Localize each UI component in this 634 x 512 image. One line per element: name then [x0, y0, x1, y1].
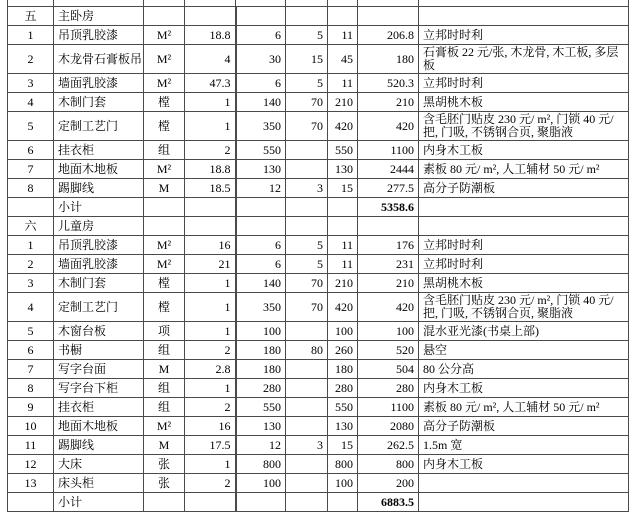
cell-price_main: 140 — [236, 274, 286, 293]
cell-unit: M² — [144, 255, 185, 274]
cell-unit — [144, 493, 185, 512]
subtotal-row — [8, 493, 629, 512]
cell-no — [8, 493, 54, 512]
cell-remark: 立邦时时利 — [419, 26, 629, 45]
item-row — [8, 236, 629, 255]
cell-item: 床头柜 — [54, 474, 144, 493]
cell-amount: 280 — [358, 379, 419, 398]
cell-price_unit: 550 — [328, 141, 358, 160]
cell-no: 6 — [8, 141, 54, 160]
quote-table — [7, 0, 629, 512]
cell-price_unit: 800 — [328, 455, 358, 474]
cell-unit: M — [144, 436, 185, 455]
cell-remark: 悬空 — [419, 341, 629, 360]
cell-price_main: 12 — [236, 436, 286, 455]
cell-price_unit: 260 — [328, 341, 358, 360]
cell-price_unit — [328, 198, 358, 217]
cell-remark — [419, 217, 629, 236]
cell-price_unit — [328, 217, 358, 236]
item-row — [8, 341, 629, 360]
cell-price_main: 6 — [236, 26, 286, 45]
cell-unit: M² — [144, 160, 185, 179]
cell-price_labor: 70 — [286, 112, 328, 141]
cell-qty: 21 — [185, 255, 236, 274]
cell-qty: 1 — [185, 379, 236, 398]
cell-unit: 樘 — [144, 112, 185, 141]
cell-price_main: 350 — [236, 293, 286, 322]
section-row — [8, 217, 629, 236]
cell-unit — [144, 7, 185, 26]
cell-no: 1 — [8, 236, 54, 255]
cell-unit: M² — [144, 417, 185, 436]
cell-amount: 176 — [358, 236, 419, 255]
cell-price_unit: 420 — [328, 112, 358, 141]
cell-amount: 420 — [358, 293, 419, 322]
cell-amount: 6883.5 — [358, 493, 419, 512]
cell-qty — [185, 217, 236, 236]
cell-remark: 1.5m 宽 — [419, 436, 629, 455]
cell-no: 4 — [8, 293, 54, 322]
cell-remark: 立邦时时利 — [419, 255, 629, 274]
cell-price_labor: 15 — [286, 45, 328, 74]
cell-item: 写字台面 — [54, 360, 144, 379]
item-row — [8, 179, 629, 198]
cell-qty: 2 — [185, 341, 236, 360]
cell-no: 7 — [8, 160, 54, 179]
cell-price_labor: 5 — [286, 236, 328, 255]
cell-price_labor: 80 — [286, 341, 328, 360]
cell-price_unit — [328, 493, 358, 512]
cell-price_labor — [286, 141, 328, 160]
cell-item: 定制工艺门 — [54, 293, 144, 322]
cell-price_unit: 420 — [328, 293, 358, 322]
item-row — [8, 26, 629, 45]
cell-item: 木制门套 — [54, 93, 144, 112]
cell-price_unit: 130 — [328, 417, 358, 436]
cell-qty: 4 — [185, 45, 236, 74]
item-row — [8, 112, 629, 141]
cell-unit: 张 — [144, 455, 185, 474]
cell-remark — [419, 474, 629, 493]
cell-price_labor: 70 — [286, 293, 328, 322]
cell-remark — [419, 198, 629, 217]
cell-qty — [185, 493, 236, 512]
cell-price_main: 30 — [236, 45, 286, 74]
cell-item: 踢脚线 — [54, 179, 144, 198]
cell-price_labor — [286, 7, 328, 26]
cell-price_main: 6 — [236, 255, 286, 274]
cell-remark — [419, 493, 629, 512]
cell-remark: 素板 80 元/ m², 人工辅材 50 元/ m² — [419, 160, 629, 179]
cell-price_main: 130 — [236, 160, 286, 179]
cell-item: 挂衣柜 — [54, 141, 144, 160]
cell-price_unit: 100 — [328, 322, 358, 341]
cell-price_main: 550 — [236, 141, 286, 160]
cell-amount: 420 — [358, 112, 419, 141]
cell-price_labor — [286, 417, 328, 436]
cell-unit: 组 — [144, 141, 185, 160]
item-row — [8, 379, 629, 398]
cell-amount: 200 — [358, 474, 419, 493]
cell-amount: 1100 — [358, 398, 419, 417]
cell-amount: 231 — [358, 255, 419, 274]
cell-price_main: 350 — [236, 112, 286, 141]
cell-unit — [144, 198, 185, 217]
cell-remark: 内身木工板 — [419, 455, 629, 474]
cell-price_unit: 550 — [328, 398, 358, 417]
section-row — [8, 7, 629, 26]
cell-amount: 800 — [358, 455, 419, 474]
cell-amount: 180 — [358, 45, 419, 74]
cell-remark: 立邦时时利 — [419, 236, 629, 255]
item-row — [8, 274, 629, 293]
cell-price_main: 6 — [236, 74, 286, 93]
cell-price_unit: 11 — [328, 236, 358, 255]
cell-price_labor: 5 — [286, 255, 328, 274]
cell-price_main: 800 — [236, 455, 286, 474]
cell-price_unit: 15 — [328, 179, 358, 198]
cell-remark: 高分子防潮板 — [419, 417, 629, 436]
cell-no: 2 — [8, 255, 54, 274]
cell-no: 11 — [8, 436, 54, 455]
cell-qty: 2 — [185, 141, 236, 160]
cell-amount: 262.5 — [358, 436, 419, 455]
cell-amount: 100 — [358, 322, 419, 341]
cell-qty: 2 — [185, 474, 236, 493]
cell-price_main: 140 — [236, 93, 286, 112]
cell-price_main — [236, 217, 286, 236]
cell-no: 6 — [8, 341, 54, 360]
cell-item: 墙面乳胶漆 — [54, 255, 144, 274]
cell-remark: 高分子防潮板 — [419, 179, 629, 198]
cell-unit: 组 — [144, 398, 185, 417]
cell-price_unit: 11 — [328, 74, 358, 93]
cell-item: 小计 — [54, 198, 144, 217]
cell-price_labor — [286, 217, 328, 236]
cell-item: 书橱 — [54, 341, 144, 360]
item-row — [8, 93, 629, 112]
cell-qty: 16 — [185, 236, 236, 255]
cell-no: 3 — [8, 74, 54, 93]
cell-qty: 1 — [185, 93, 236, 112]
cell-item: 吊顶乳胶漆 — [54, 26, 144, 45]
cell-amount: 1100 — [358, 141, 419, 160]
cell-unit: M — [144, 360, 185, 379]
cell-amount: 520.3 — [358, 74, 419, 93]
cell-price_labor: 5 — [286, 26, 328, 45]
cell-qty: 1 — [185, 322, 236, 341]
cell-amount: 210 — [358, 93, 419, 112]
cell-qty: 18.8 — [185, 26, 236, 45]
cell-price_main — [236, 198, 286, 217]
cell-qty: 1 — [185, 455, 236, 474]
cell-no — [8, 198, 54, 217]
cell-price_labor — [286, 474, 328, 493]
cell-amount: 2444 — [358, 160, 419, 179]
item-row — [8, 398, 629, 417]
cell-item: 小计 — [54, 493, 144, 512]
cell-price_labor: 70 — [286, 274, 328, 293]
cell-qty: 18.8 — [185, 160, 236, 179]
cell-price_main: 280 — [236, 379, 286, 398]
cell-remark: 立邦时时利 — [419, 74, 629, 93]
cell-amount — [358, 7, 419, 26]
cell-price_unit: 45 — [328, 45, 358, 74]
cell-price_main: 100 — [236, 322, 286, 341]
cell-unit: M — [144, 179, 185, 198]
cell-price_labor: 5 — [286, 74, 328, 93]
cell-price_main — [236, 7, 286, 26]
cell-unit: 张 — [144, 474, 185, 493]
cell-price_unit: 280 — [328, 379, 358, 398]
item-row — [8, 160, 629, 179]
cell-amount — [358, 217, 419, 236]
cell-remark: 混水亚光漆(书桌上部) — [419, 322, 629, 341]
cell-price_unit: 15 — [328, 436, 358, 455]
cell-price_unit: 210 — [328, 274, 358, 293]
cell-unit: 樘 — [144, 293, 185, 322]
cell-item: 木制门套 — [54, 274, 144, 293]
cell-remark — [419, 7, 629, 26]
cell-price_main — [236, 493, 286, 512]
cell-price_labor — [286, 322, 328, 341]
cell-unit: M² — [144, 26, 185, 45]
cell-price_labor: 3 — [286, 436, 328, 455]
cell-price_unit: 210 — [328, 93, 358, 112]
item-row — [8, 417, 629, 436]
cell-amount: 206.8 — [358, 26, 419, 45]
cell-no: 五 — [8, 7, 54, 26]
cell-price_unit: 180 — [328, 360, 358, 379]
cell-qty: 1 — [185, 112, 236, 141]
cell-no: 1 — [8, 26, 54, 45]
cell-qty — [185, 7, 236, 26]
cell-item: 吊顶乳胶漆 — [54, 236, 144, 255]
cell-amount: 277.5 — [358, 179, 419, 198]
cell-remark: 含毛胚门贴皮 230 元/ m², 门锁 40 元/把, 门吸, 不锈钢合页, 聚脂液 — [419, 112, 629, 141]
cell-item: 定制工艺门 — [54, 112, 144, 141]
item-row — [8, 45, 629, 74]
cell-unit: 组 — [144, 379, 185, 398]
cell-price_unit: 130 — [328, 160, 358, 179]
cell-unit — [144, 217, 185, 236]
item-row — [8, 474, 629, 493]
cell-price_main: 6 — [236, 236, 286, 255]
cell-no: 2 — [8, 45, 54, 74]
cell-no: 13 — [8, 474, 54, 493]
cell-unit: M² — [144, 45, 185, 74]
item-row — [8, 455, 629, 474]
cell-no: 5 — [8, 112, 54, 141]
cell-remark: 内身木工板 — [419, 379, 629, 398]
cell-unit: 项 — [144, 322, 185, 341]
cell-no: 7 — [8, 360, 54, 379]
subtotal-row — [8, 198, 629, 217]
cell-price_unit: 11 — [328, 255, 358, 274]
cell-amount: 2080 — [358, 417, 419, 436]
cell-price_main: 130 — [236, 417, 286, 436]
cell-no: 六 — [8, 217, 54, 236]
cell-amount: 504 — [358, 360, 419, 379]
cell-item: 木窗台板 — [54, 322, 144, 341]
cell-price_labor — [286, 198, 328, 217]
item-row — [8, 436, 629, 455]
cell-unit: M² — [144, 74, 185, 93]
cell-remark: 黑胡桃木板 — [419, 93, 629, 112]
cell-price_labor — [286, 398, 328, 417]
cell-no: 4 — [8, 93, 54, 112]
item-row — [8, 141, 629, 160]
cell-no: 8 — [8, 179, 54, 198]
cell-remark: 内身木工板 — [419, 141, 629, 160]
cell-item: 木龙骨石膏板吊 — [54, 45, 144, 74]
cell-qty: 2 — [185, 398, 236, 417]
cell-item: 地面木地板 — [54, 417, 144, 436]
cell-price_main: 180 — [236, 360, 286, 379]
cell-remark: 石膏板 22 元/张, 木龙骨, 木工板, 多层板 — [419, 45, 629, 74]
cell-unit: 组 — [144, 341, 185, 360]
cell-price_labor: 70 — [286, 93, 328, 112]
item-row — [8, 293, 629, 322]
cell-unit: 樘 — [144, 274, 185, 293]
cell-remark: 含毛胚门贴皮 230 元/ m², 门锁 40 元/把, 门吸, 不锈钢合页, 聚脂液 — [419, 293, 629, 322]
item-row — [8, 360, 629, 379]
cell-price_unit: 11 — [328, 26, 358, 45]
item-row — [8, 74, 629, 93]
cell-item: 主卧房 — [54, 7, 144, 26]
cell-price_labor — [286, 455, 328, 474]
cell-no: 12 — [8, 455, 54, 474]
cell-price_labor — [286, 160, 328, 179]
cell-price_labor: 3 — [286, 179, 328, 198]
cell-no: 3 — [8, 274, 54, 293]
cell-remark: 黑胡桃木板 — [419, 274, 629, 293]
cell-no: 5 — [8, 322, 54, 341]
cell-qty — [185, 198, 236, 217]
cell-price_main: 180 — [236, 341, 286, 360]
cell-unit: M² — [144, 236, 185, 255]
cell-price_labor — [286, 379, 328, 398]
cell-price_main: 12 — [236, 179, 286, 198]
cell-item: 儿童房 — [54, 217, 144, 236]
cell-no: 9 — [8, 398, 54, 417]
cell-price_labor — [286, 360, 328, 379]
cell-no: 8 — [8, 379, 54, 398]
cell-item: 大床 — [54, 455, 144, 474]
cell-item: 写字台下柜 — [54, 379, 144, 398]
cell-price_unit — [328, 7, 358, 26]
cell-qty: 1 — [185, 274, 236, 293]
cell-unit: 樘 — [144, 93, 185, 112]
cell-item: 挂衣柜 — [54, 398, 144, 417]
cell-no: 10 — [8, 417, 54, 436]
cell-qty: 17.5 — [185, 436, 236, 455]
cell-price_main: 550 — [236, 398, 286, 417]
cell-item: 墙面乳胶漆 — [54, 74, 144, 93]
cell-price_main: 100 — [236, 474, 286, 493]
item-row — [8, 255, 629, 274]
cell-qty: 18.5 — [185, 179, 236, 198]
cell-remark: 80 公分高 — [419, 360, 629, 379]
cell-qty: 47.3 — [185, 74, 236, 93]
item-row — [8, 322, 629, 341]
cell-qty: 1 — [185, 293, 236, 322]
cell-price_unit: 100 — [328, 474, 358, 493]
cell-amount: 210 — [358, 274, 419, 293]
cell-qty: 2.8 — [185, 360, 236, 379]
cell-item: 地面木地板 — [54, 160, 144, 179]
cell-amount: 520 — [358, 341, 419, 360]
cell-item: 踢脚线 — [54, 436, 144, 455]
cell-remark: 素板 80 元/ m², 人工辅材 50 元/ m² — [419, 398, 629, 417]
cell-qty: 16 — [185, 417, 236, 436]
cell-amount: 5358.6 — [358, 198, 419, 217]
cell-price_labor — [286, 493, 328, 512]
